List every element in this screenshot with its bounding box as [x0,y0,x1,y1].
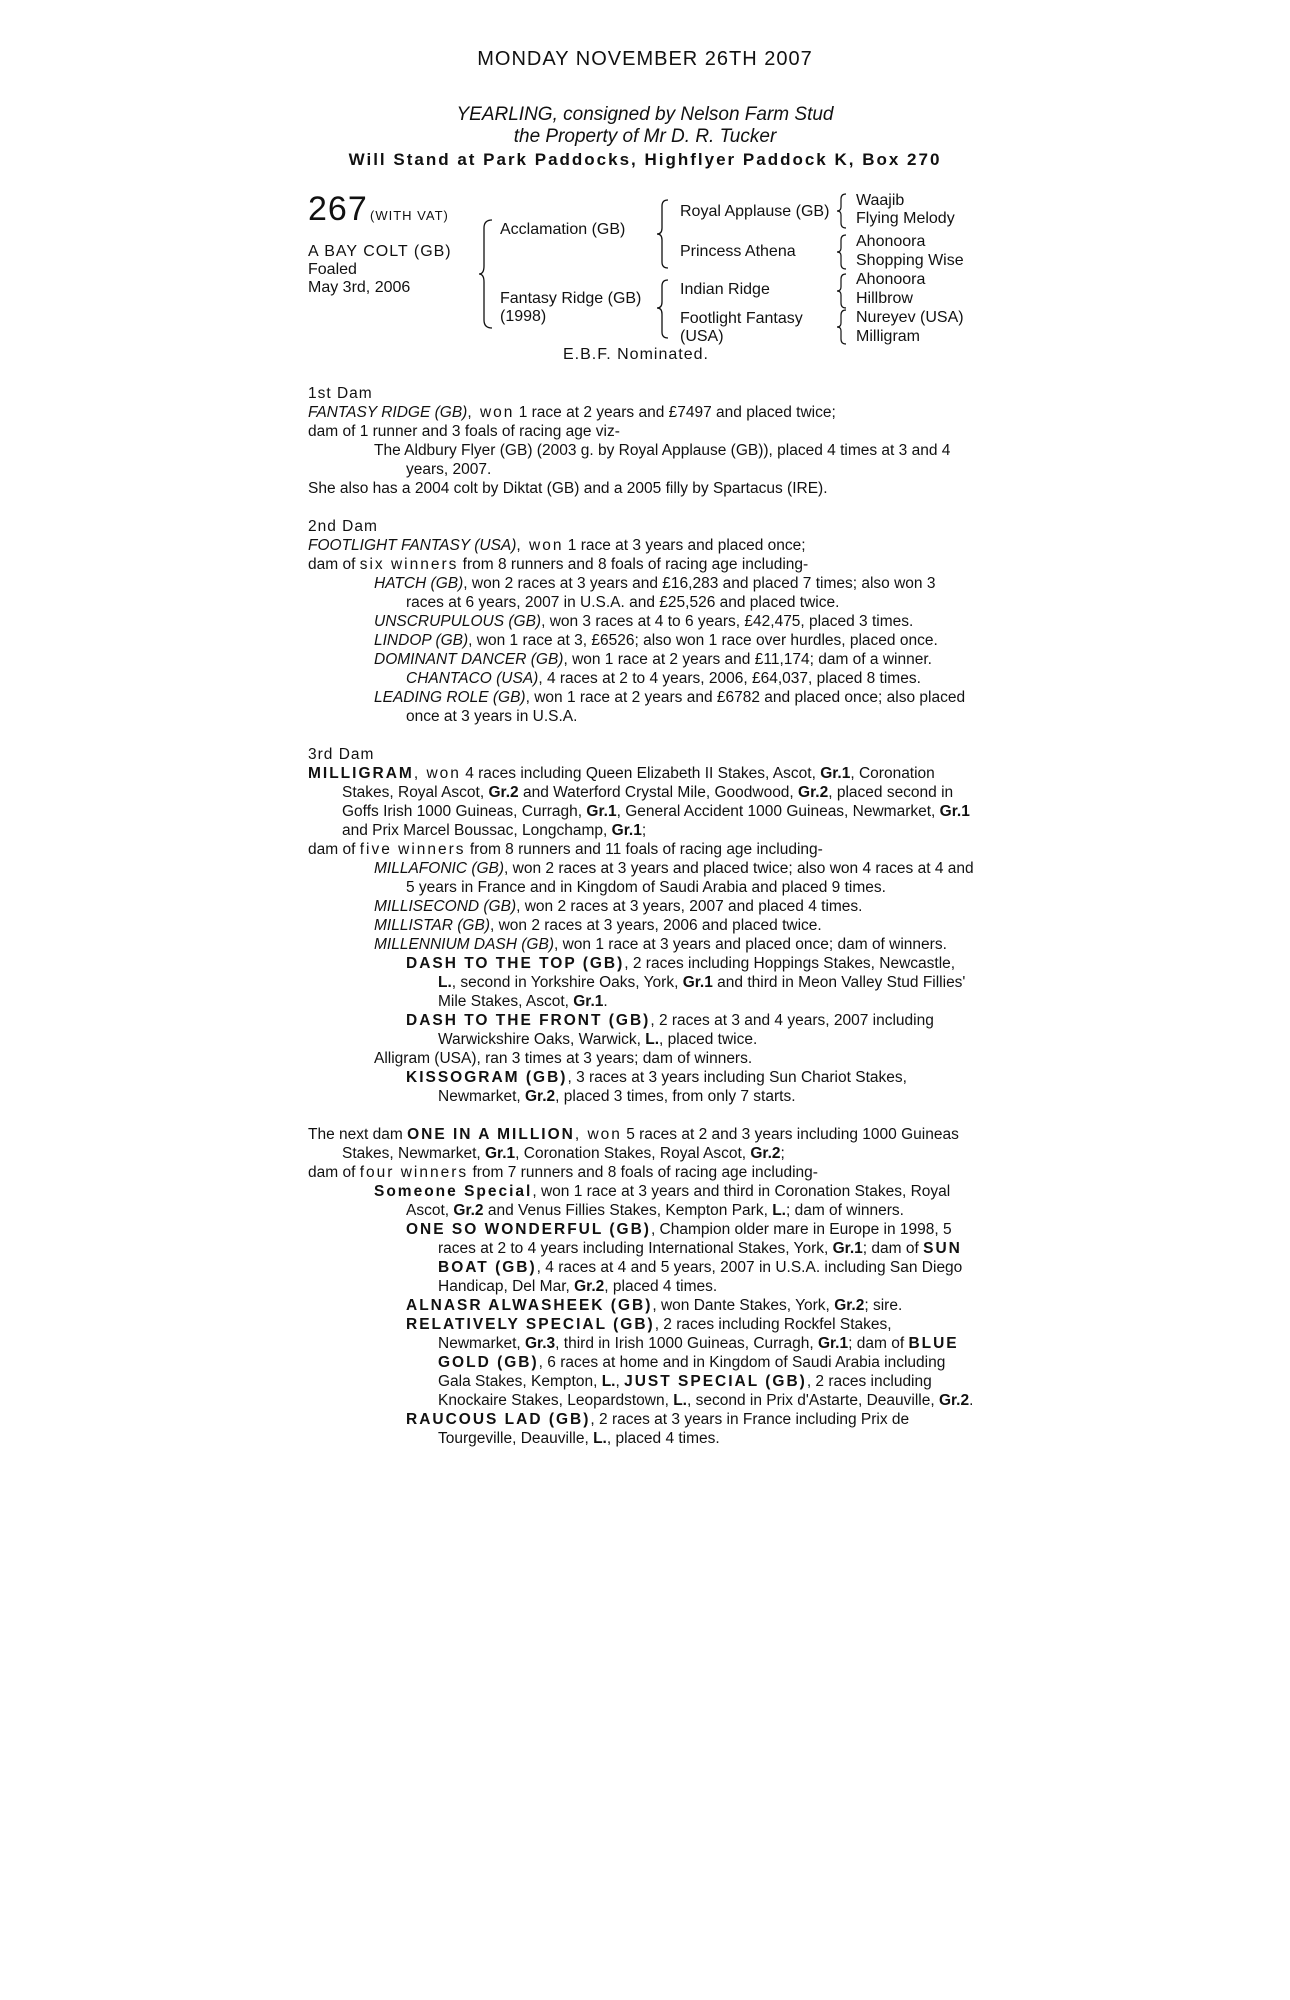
record-text: , Coronation Stakes, Royal Ascot, [342,765,935,801]
record-text: , Champion older mare in Europe in 1998, 5 races at 2 to 4 years including International Stakes, York, [438,1221,952,1257]
third-dam-produce [308,840,975,859]
dam-year: (1998) [500,308,547,325]
produce-name: RELATIVELY SPECIAL (GB) [406,1316,655,1333]
grade-label: L. [645,1031,660,1048]
produce-subitem [308,1068,975,1106]
record-text: , General Accident 1000 Guineas, Newmarket, [616,803,940,820]
produce-name: BLUE GOLD (GB) [438,1335,959,1371]
first-dam-record: 1 race at 2 years and £7497 and placed twice; [514,404,836,421]
grade-label: Gr.2 [488,784,519,801]
dsd-name: Hillbrow [856,290,913,307]
record-text: , [615,1373,625,1390]
record-text: ; sire. [864,1297,903,1314]
produce-record: , won 2 races at 3 years and £16,283 and placed 7 times; also won 3 races at 6 years, 2007 in U.S.A. and £25,526 and placed twice. [406,575,936,611]
produce-item [308,612,975,631]
pedigree-brace-sire [656,198,670,270]
grade-label: Gr.2 [453,1202,484,1219]
record-text: 5 races at 2 and 3 years including 1000 Guineas Stakes, Newmarket, [342,1126,959,1162]
sire-dam: Princess Athena [680,243,796,260]
produce-name: MILLAFONIC (GB) [374,860,505,877]
produce-record: , won 1 race at 3, £6526; also won 1 race over hurdles, placed once. [468,632,938,649]
second-dam-name: FOOTLIGHT FANTASY (USA) [308,537,517,554]
lot-number: 267 [308,190,368,228]
second-dam-line [308,536,975,555]
date-heading: MONDAY NOVEMBER 26TH 2007 [477,48,813,70]
dam-dam-country: (USA) [680,328,724,345]
dss-name: Ahonoora [856,271,926,288]
produce-item [308,688,975,726]
record-text: , placed twice. [659,1031,758,1048]
produce-summary: from 8 runners and 8 foals of racing age including- [458,556,809,573]
produce-name: LEADING ROLE (GB) [374,689,526,706]
grade-label: L. [438,974,452,991]
third-dam-line [308,764,975,840]
produce-subitem [308,1410,975,1448]
produce-subitem [308,1011,975,1049]
produce-name: CHANTACO (USA) [406,670,539,687]
won-label: , won [574,1126,622,1143]
record-text: 4 races including Queen Elizabeth II Stakes, Ascot, [460,765,821,782]
produce-item [308,1182,975,1220]
record-text: ; dam of [848,1335,909,1352]
produce-subitem [308,954,975,1011]
grade-label: Gr.1 [586,803,617,820]
produce-record: , won 1 race at 3 years and placed once; dam of winners. [554,936,947,953]
grade-label: Gr.1 [682,974,713,991]
grade-label: Gr.2 [574,1278,605,1295]
produce-item [308,650,975,669]
record-text: ; dam of [862,1240,924,1257]
record-text: , 2 races including Knockaire Stakes, Leopardstown, [438,1373,932,1409]
record-text: ; dam of winners. [785,1202,904,1219]
record-text: . [603,993,608,1010]
produce-record: , 4 races at 2 to 4 years, 2006, £64,037, placed 8 times. [538,670,921,687]
dam-sire: Indian Ridge [680,281,770,298]
record-text: , 3 races at 3 years including Sun Chariot Stakes, Newmarket, [438,1069,907,1105]
produce-name: ONE SO WONDERFUL (GB) [406,1221,651,1238]
grade-label: Gr.2 [938,1392,970,1409]
pedigree-brace-dam [656,278,670,340]
second-dam-heading: 2nd Dam [308,518,378,535]
record-text: , second in Yorkshire Oaks, York, [451,974,683,991]
produce-name: KISSOGRAM (GB) [406,1069,568,1086]
record-text: , 2 races including Hoppings Stakes, Newcastle, [624,955,956,972]
record-text: and Venus Fillies Stakes, Kempton Park, [483,1202,773,1219]
sdd-name: Shopping Wise [856,252,964,269]
third-dam-heading: 3rd Dam [308,746,375,763]
record-text: , placed 4 times. [604,1278,718,1295]
grade-label: Gr.3 [525,1335,556,1352]
record-text: , 2 races at 3 years in France including Prix de Tourgeville, Deauville, [438,1411,910,1447]
property-line: the Property of Mr D. R. Tucker [513,126,777,147]
grade-label: Gr.2 [834,1297,865,1314]
dam-dam: Footlight Fantasy [680,310,803,327]
record-text: , won Dante Stakes, York, [652,1297,835,1314]
record-text: , 2 races at 3 and 4 years, 2007 including Warwickshire Oaks, Warwick, [438,1012,934,1048]
produce-subitem [308,669,975,688]
produce-name: MILLENNIUM DASH (GB) [374,936,554,953]
record-text: , placed 4 times. [606,1430,720,1447]
won-label: , won [467,404,515,421]
produce-name: MILLISTAR (GB) [374,917,490,934]
produce-name: DASH TO THE FRONT (GB) [406,1012,651,1029]
foaled-label: Foaled [308,261,357,278]
vat-note: (WITH VAT) [370,208,449,223]
produce-subitem [308,1296,975,1315]
ebf-note: E.B.F. Nominated. [563,346,709,363]
horse-description: A BAY COLT (GB) [308,243,452,260]
produce-name: UNSCRUPULOUS (GB) [374,613,542,630]
produce-name: ALNASR ALWASHEEK (GB) [406,1297,653,1314]
produce-item [308,897,975,916]
produce-name: LINDOP (GB) [374,632,469,649]
produce-subitem [308,1220,975,1296]
third-dam-name: MILLIGRAM [308,765,414,782]
grade-label: L. [593,1430,607,1447]
dds-name: Nureyev (USA) [856,309,964,326]
produce-item [308,935,975,954]
produce-subitem [308,1315,975,1410]
grade-label: Gr.1 [485,1145,516,1162]
record-text: ; [780,1145,785,1162]
produce-name: RAUCOUS LAD (GB) [406,1411,591,1428]
produce-item: The Aldbury Flyer (GB) (2003 g. by Royal Applause (GB)), placed 4 times at 3 and 4 years, 2007. [374,442,951,478]
ssd-name: Flying Melody [856,210,955,227]
grade-label: Gr.1 [611,822,642,839]
won-label: , won [413,765,461,782]
next-dam-produce [308,1163,975,1182]
grade-label: Gr.1 [832,1240,863,1257]
sss-name: Waajib [856,192,905,209]
first-dam-name: FANTASY RIDGE (GB) [308,404,468,421]
record-text: , placed second in Goffs Irish 1000 Guineas, Curragh, [342,784,954,820]
dam-details [308,384,975,1448]
winners-count: four winners [359,1164,469,1181]
second-dam-produce [308,555,975,574]
produce-item [308,574,975,612]
record-text: , second in Prix d'Astarte, Deauville, [687,1392,939,1409]
record-text: , won 1 race at 3 years and third in Coronation Stakes, Royal Ascot, [406,1183,951,1219]
record-text: , 4 races at 4 and 5 years, 2007 in U.S.A. including San Diego Handicap, Del Mar, [438,1259,963,1295]
dam-of-label: dam of [308,1164,360,1181]
record-text: , 2 races including Rockfel Stakes, Newmarket, [438,1316,892,1352]
grade-label: Gr.2 [525,1088,556,1105]
grade-label: Gr.1 [939,803,970,820]
produce-name: MILLISECOND (GB) [374,898,517,915]
dam-name: Fantasy Ridge (GB) [500,290,642,307]
produce-name: HATCH (GB) [374,575,464,592]
produce-record: , won 1 race at 2 years and £6782 and placed once; also placed once at 3 years in U.S.A. [406,689,966,725]
first-dam-line [308,403,975,422]
record-text: , Coronation Stakes, Royal Ascot, [515,1145,751,1162]
sire-sire: Royal Applause (GB) [680,203,830,220]
pedigree-brace-main [478,218,494,330]
record-text: , 6 races at home and in Kingdom of Saudi Arabia including Gala Stakes, Kempton, [438,1354,946,1390]
produce-summary: from 8 runners and 11 foals of racing age including- [465,841,823,858]
produce-name: DOMINANT DANCER (GB) [374,651,564,668]
dam-of-label: dam of [308,556,360,573]
record-text: ; [641,822,647,839]
produce-record: , won 1 race at 2 years and £11,174; dam of a winner. [563,651,932,668]
record-text: , third in Irish 1000 Guineas, Curragh, [555,1335,818,1352]
produce-name: JUST SPECIAL (GB) [624,1373,807,1390]
record-text: and Waterford Crystal Mile, Goodwood, [518,784,799,801]
produce-record: , won 3 races at 4 to 6 years, £42,475, placed 3 times. [541,613,914,630]
pedigree-brace-sd [836,233,848,271]
produce-record: , won 2 races at 3 years, 2006 and placed twice. [489,917,822,934]
grade-label: Gr.2 [798,784,829,801]
pedigree-brace-dd [836,308,848,346]
pedigree-brace-ss [836,192,848,230]
produce-name: DASH TO THE TOP (GB) [406,955,625,972]
produce-record: , won 2 races at 3 years and placed twice; also won 4 races at 4 and 5 years in France and in Kingdom of Saudi Arabia and placed 9 times. [406,860,974,896]
winners-count: six winners [359,556,459,573]
next-dam-line [308,1125,975,1163]
record-text: , placed 3 times, from only 7 starts. [555,1088,796,1105]
grade-label: L. [673,1392,687,1409]
first-dam-produce: dam of 1 runner and 3 foals of racing age viz- [308,423,620,440]
grade-label: L. [601,1373,616,1390]
produce-item [308,916,975,935]
won-label: , won [516,537,564,554]
grade-label: Gr.1 [573,993,604,1010]
produce-record: , won 2 races at 3 years, 2007 and placed 4 times. [516,898,863,915]
stand-location: Will Stand at Park Paddocks, Highflyer Paddock K, Box 270 [348,150,942,169]
sire-name: Acclamation (GB) [500,221,626,238]
grade-label: Gr.2 [750,1145,781,1162]
grade-label: Gr.1 [820,765,851,782]
next-dam-name: ONE IN A MILLION [407,1126,575,1143]
grade-label: L. [772,1202,786,1219]
produce-item [308,859,975,897]
record-text: and Prix Marcel Boussac, Longchamp, [342,822,612,839]
produce-name: Someone Special [374,1183,533,1200]
winners-count: five winners [359,841,466,858]
pedigree-brace-ds [836,272,848,310]
produce-item: Alligram (USA), ran 3 times at 3 years; dam of winners. [374,1050,753,1067]
first-dam-also: She also has a 2004 colt by Diktat (GB) and a 2005 filly by Spartacus (IRE). [308,480,828,497]
record-text: . [969,1392,974,1409]
sds-name: Ahonoora [856,233,926,250]
dam-of-label: dam of [308,841,360,858]
produce-name: SUN BOAT (GB) [438,1240,962,1276]
produce-summary: from 7 runners and 8 foals of racing age including- [468,1164,818,1181]
second-dam-record: 1 race at 3 years and placed once; [563,537,806,554]
first-dam-heading: 1st Dam [308,385,373,402]
grade-label: Gr.1 [817,1335,849,1352]
produce-item [308,631,975,650]
ddd-name: Milligram [856,328,920,345]
foaled-date: May 3rd, 2006 [308,279,411,296]
record-text: and third in Meon Valley Stud Fillies' Mile Stakes, Ascot, [438,974,966,1010]
consignor-line: YEARLING, consigned by Nelson Farm Stud [456,104,834,125]
next-dam-intro: The next dam [308,1126,408,1143]
